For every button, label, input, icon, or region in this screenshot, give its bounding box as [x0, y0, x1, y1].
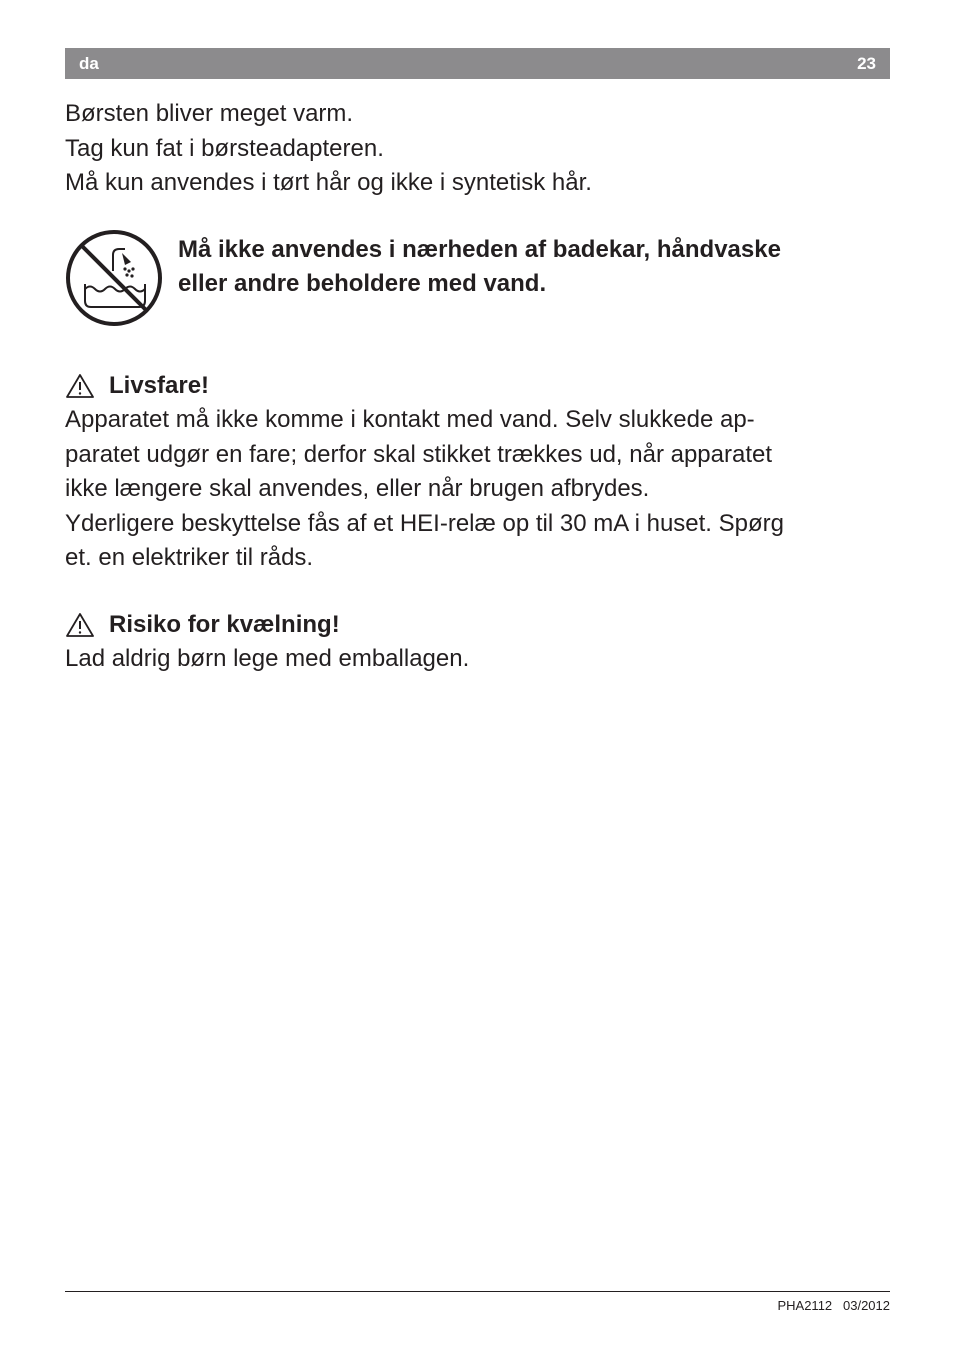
water-warning-text: [178, 233, 898, 301]
footer-divider: [65, 1291, 890, 1292]
intro-line: Tag kun fat i børsteadapteren.: [65, 134, 384, 162]
livsfare-heading: [65, 369, 209, 404]
livsfare-line: ikke længere skal anvendes, eller når brugen afbrydes.: [65, 475, 650, 502]
kvaelning-line: Lad aldrig børn lege med emballagen.: [65, 645, 470, 672]
livsfare-line: et. en elektriker til råds.: [65, 544, 314, 571]
intro-line: Børsten bliver meget varm.: [65, 100, 354, 127]
warning-triangle-icon: [65, 373, 95, 399]
no-bathtub-water-icon: [65, 229, 163, 327]
intro-line: Må kun anvendes i tørt hår og ikke i syntetisk hår.: [65, 169, 592, 196]
livsfare-line: Yderligere beskyttelse fås af et HEI-relæ op til 30 mA i huset. Spørg: [65, 509, 784, 537]
kvaelning-heading: [65, 608, 340, 643]
livsfare-title: Livsfare!: [109, 372, 210, 399]
intro-text: [65, 97, 895, 201]
footer-info: [777, 1298, 890, 1313]
footer-model: PHA2112: [777, 1298, 833, 1313]
kvaelning-body: [65, 642, 895, 677]
warning-triangle-icon: [65, 612, 95, 638]
water-warning-line: Må ikke anvendes i nærheden af badekar, håndvaske: [178, 236, 781, 263]
livsfare-body: [65, 403, 895, 576]
language-code: da: [79, 53, 99, 73]
page-number: 23: [857, 53, 876, 73]
page-header-bar: [65, 48, 890, 79]
water-warning-line: eller andre beholdere med vand.: [178, 270, 547, 297]
footer-date: 03/2012: [843, 1298, 890, 1313]
livsfare-line: paratet udgør en fare; derfor skal stikket trækkes ud, når apparatet: [65, 440, 773, 468]
livsfare-line: Apparatet må ikke komme i kontakt med vand. Selv slukkede ap-: [65, 406, 755, 433]
kvaelning-title: Risiko for kvælning!: [109, 611, 340, 638]
